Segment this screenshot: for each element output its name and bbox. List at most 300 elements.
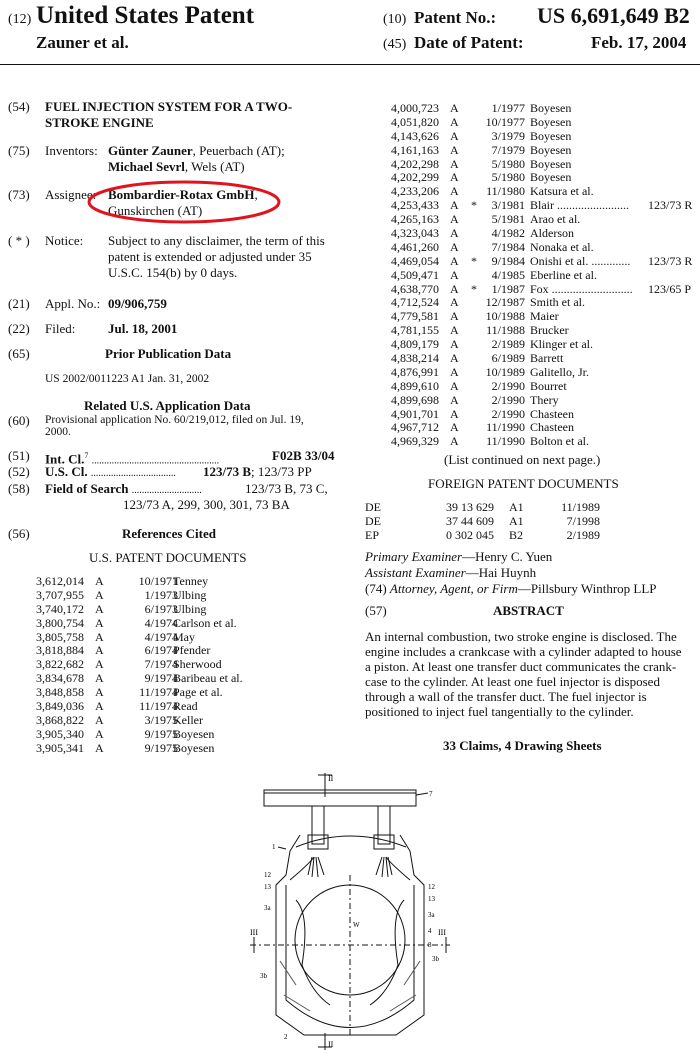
ref-number: 4,000,723 [391, 101, 439, 115]
ref-examiner-star: * [471, 198, 477, 213]
uscl-code: (52) [8, 464, 30, 479]
ref-name: Fox ........................... [530, 281, 633, 296]
ref-date: 10/1977 [485, 114, 525, 129]
ref-date: 10/1971 [138, 574, 178, 588]
ref-number: 3,905,341 [36, 740, 84, 755]
us-reference-row [391, 365, 696, 379]
date-code: (45) [383, 37, 407, 52]
ref-name: Chasteen [530, 420, 574, 435]
uscl-value: 123/73 B; 123/73 PP [203, 464, 312, 479]
us-reference-row [391, 170, 696, 184]
us-reference-row [391, 268, 696, 282]
ref-number: 4,469,054 [391, 253, 439, 268]
ref-number: 3,905,340 [36, 726, 84, 741]
us-reference-row [391, 309, 696, 323]
ref-number: 3,834,678 [36, 671, 84, 686]
us-reference-row [36, 671, 346, 685]
intcl-value: F02B 33/04 [272, 448, 335, 463]
ref-name: Sherwood [173, 657, 222, 672]
intcl-row: Int. Cl.$^7$ ................................................... [45, 451, 220, 467]
section-label-left: III [250, 928, 258, 937]
foreign-documents-title: FOREIGN PATENT DOCUMENTS [428, 476, 619, 491]
ref-number: 4,901,701 [391, 406, 439, 421]
ref-kind: A [450, 406, 459, 421]
assignee-label: Assignee: [45, 187, 97, 202]
ref-number: 4,233,206 [391, 184, 439, 199]
us-reference-row [36, 588, 346, 602]
ref-number: 3,818,884 [36, 643, 84, 658]
ref-date: 5/1980 [491, 156, 525, 171]
ref-name: Boyesen [530, 128, 572, 143]
ref-kind: A [450, 170, 459, 185]
ref-date: 10/1988 [485, 309, 525, 324]
ref-name: Ulbing [173, 601, 207, 616]
ref-name: Boyesen [173, 740, 215, 755]
us-reference-row [391, 254, 696, 268]
ref-name: Boyesen [530, 142, 572, 157]
us-documents-title: U.S. PATENT DOCUMENTS [89, 550, 247, 565]
ref-name: Smith et al. [530, 295, 585, 310]
ref-kind: A [450, 142, 459, 157]
us-reference-row [391, 143, 696, 157]
filed-label: Filed: [45, 321, 76, 336]
ref-number: 4,809,179 [391, 337, 439, 352]
ref-date: 9/1975 [144, 740, 178, 755]
ref-kind: A [450, 364, 459, 379]
ref-examiner-star: * [471, 253, 477, 268]
us-reference-row [391, 420, 696, 434]
ref-number: 3,848,858 [36, 685, 84, 700]
ref-numeral-1: 1 [272, 843, 276, 851]
ref-kind: B2 [509, 527, 524, 542]
us-reference-row [391, 157, 696, 171]
us-reference-row [391, 101, 696, 115]
ref-kind: A [95, 601, 104, 616]
ref-date: 7/1974 [144, 657, 178, 672]
ref-date: 2/1989 [566, 527, 600, 542]
ref-date: 3/1979 [491, 128, 525, 143]
related-code: (60) [8, 413, 30, 428]
ref-country: DE [365, 500, 381, 514]
ref-name: May [173, 629, 195, 644]
ref-label-w: W [353, 921, 360, 929]
us-reference-row [36, 643, 346, 657]
ref-date: 3/1981 [491, 198, 525, 213]
ref-number: 37 44 609 [446, 513, 494, 528]
ref-kind: A [450, 434, 459, 449]
ref-name: Boyesen [530, 170, 572, 185]
ref-numeral-3a: 3a [428, 911, 435, 919]
ref-kind: A [450, 309, 459, 324]
ref-kind: A [95, 657, 104, 672]
ref-numeral-8: 8 [428, 941, 432, 949]
us-refs-left-list [36, 574, 346, 755]
ref-name: Katsura et al. [530, 184, 594, 199]
appl-number: 09/906,759 [108, 296, 167, 311]
assignee-highlight-ellipse [86, 178, 282, 226]
ref-numeral-2: 2 [284, 1033, 288, 1041]
ref-numeral-12-right: 12 [428, 883, 435, 891]
related-line-1: Provisional application No. 60/219,012, filed on Jul. 19, [45, 414, 304, 426]
ref-date: 2/1990 [491, 378, 525, 393]
notice-code: ( * ) [8, 233, 30, 248]
ref-name: Eberline et al. [530, 267, 597, 282]
title-code: (54) [8, 99, 30, 114]
appl-code: (21) [8, 296, 30, 311]
ref-kind: A [450, 101, 459, 115]
ref-kind: A [95, 587, 104, 602]
ref-number: 39 13 629 [446, 500, 494, 514]
ref-number: 4,967,712 [391, 420, 439, 435]
ref-kind: A [450, 239, 459, 254]
attorney: (74) Attorney, Agent, or Firm—Pillsbury Winthrop LLP [365, 581, 657, 596]
us-reference-row [36, 727, 346, 741]
field-code: (58) [8, 481, 30, 496]
header-rule [0, 64, 700, 65]
ref-number: 4,051,820 [391, 114, 439, 129]
ref-class: 123/73 R [648, 253, 693, 268]
ref-kind: A1 [509, 513, 524, 528]
ref-name: Brucker [530, 323, 569, 338]
us-reference-row [391, 393, 696, 407]
us-reference-row [391, 129, 696, 143]
patent-number: US 6,691,649 B2 [537, 3, 690, 28]
ref-number: 4,323,043 [391, 226, 439, 241]
ref-name: Read [173, 699, 198, 714]
ref-date: 11/1990 [486, 420, 525, 435]
us-reference-row [36, 741, 346, 755]
ref-name: Onishi et al. ............. [530, 253, 631, 268]
ref-numeral-3b-right: 3b [432, 955, 439, 963]
ref-date: 11/1974 [139, 685, 178, 700]
ref-date: 6/1974 [144, 643, 178, 658]
ref-number: 3,868,822 [36, 712, 84, 727]
ref-kind: A [95, 671, 104, 686]
us-reference-row [391, 198, 696, 212]
inventor-2: Michael Sevrl, Wels (AT) [108, 159, 245, 174]
us-reference-row [36, 699, 346, 713]
ref-date: 9/1975 [144, 726, 178, 741]
ref-date: 2/1989 [491, 337, 525, 352]
ref-kind: A1 [509, 500, 524, 514]
ref-number: 4,838,214 [391, 351, 439, 366]
notice-line-3: U.S.C. 154(b) by 0 days. [108, 265, 238, 280]
foreign-reference-row [365, 514, 685, 528]
ref-name: Keller [173, 712, 203, 727]
ref-date: 3/1975 [144, 712, 178, 727]
us-reference-row [36, 685, 346, 699]
section-label-bottom: II [328, 1040, 334, 1049]
ref-date: 2/1990 [491, 392, 525, 407]
ref-number: 4,899,698 [391, 392, 439, 407]
abstract-line: a piston. At least one transfer duct communicates the crank- [365, 659, 677, 674]
assignee-code: (73) [8, 187, 30, 202]
ref-date: 7/1984 [491, 239, 525, 254]
ref-kind: A [450, 267, 459, 282]
ref-kind: A [95, 643, 104, 658]
ref-date: 12/1987 [485, 295, 525, 310]
ref-country: DE [365, 513, 381, 528]
us-reference-row [391, 282, 696, 296]
ref-name: Boyesen [530, 114, 572, 129]
us-reference-row [36, 657, 346, 671]
ref-kind: A [450, 156, 459, 171]
uscl-row: U.S. Cl. .................................. [45, 464, 176, 479]
field-line-1: 123/73 B, 73 C, [245, 481, 328, 496]
ref-name: Boyesen [530, 101, 572, 115]
ref-kind: A [95, 685, 104, 700]
field-row: Field of Search ............................ [45, 481, 202, 496]
ref-numeral-13: 13 [264, 883, 271, 891]
abstract-line: case to the cylinder. At least one fuel injector is disposed [365, 674, 660, 689]
section-label-right: III [438, 928, 446, 937]
ref-kind: A [450, 226, 459, 241]
ref-name: Ulbing [173, 587, 207, 602]
ref-number: 4,712,524 [391, 295, 439, 310]
abstract-line: An internal combustion, two stroke engine is disclosed. The [365, 629, 677, 644]
patent-no-label: Patent No.: [414, 8, 497, 27]
inventors-label: Inventors: [45, 143, 98, 158]
ref-kind: A [95, 712, 104, 727]
ref-number: 3,822,682 [36, 657, 84, 672]
ref-name: Tenney [173, 574, 209, 588]
claims-summary: 33 Claims, 4 Drawing Sheets [443, 738, 602, 753]
inventors-code: (75) [8, 143, 30, 158]
ref-date: 4/1974 [144, 629, 178, 644]
primary-examiner: Primary Examiner—Henry C. Yuen [365, 549, 553, 564]
us-reference-row [391, 226, 696, 240]
ref-kind: A [450, 128, 459, 143]
ref-number: 3,800,754 [36, 615, 84, 630]
inventors-short: Zauner et al. [36, 33, 129, 52]
notice-line-2: patent is extended or adjusted under 35 [108, 249, 312, 264]
us-reference-row [36, 713, 346, 727]
ref-name: Carlson et al. [173, 615, 237, 630]
ref-number: 3,805,758 [36, 629, 84, 644]
us-reference-row [391, 351, 696, 365]
kind-code: (12) [8, 12, 32, 27]
ref-number: 4,202,299 [391, 170, 439, 185]
ref-numeral-3a-left: 3a [264, 904, 271, 912]
us-reference-row [36, 574, 346, 588]
ref-kind: A [95, 699, 104, 714]
foreign-refs-list [365, 500, 685, 542]
ref-name: Blair ........................ [530, 198, 629, 213]
ref-number: 4,781,155 [391, 323, 439, 338]
ref-number: 4,265,163 [391, 212, 439, 227]
notice-label: Notice: [45, 233, 84, 248]
ref-name: Alderson [530, 226, 574, 241]
ref-date: 11/1988 [486, 323, 525, 338]
ref-date: 4/1982 [491, 226, 525, 241]
us-reference-row [391, 115, 696, 129]
appl-label: Appl. No.: [45, 296, 101, 311]
engine-cross-section-drawing [250, 765, 450, 1050]
references-cited-title: References Cited [122, 526, 216, 541]
us-reference-row [391, 184, 696, 198]
ref-name: Galitello, Jr. [530, 364, 589, 379]
ref-kind: A [95, 629, 104, 644]
ref-kind: A [450, 114, 459, 129]
ref-number: 0 302 045 [446, 527, 494, 542]
us-reference-row [36, 630, 346, 644]
foreign-reference-row [365, 528, 685, 542]
ref-date: 9/1974 [144, 671, 178, 686]
ref-number: 3,740,172 [36, 601, 84, 616]
ref-name: Klinger et al. [530, 337, 593, 352]
ref-name: Thery [530, 392, 559, 407]
ref-name: Maier [530, 309, 559, 324]
abstract-code: (57) [365, 603, 387, 618]
ref-class: 123/65 P [648, 281, 692, 296]
ref-kind: A [95, 726, 104, 741]
prior-publication-title: Prior Publication Data [105, 346, 232, 361]
patent-heading: United States Patent [36, 2, 255, 29]
ref-name: Boyesen [173, 726, 215, 741]
us-reference-row [391, 434, 696, 448]
ref-number: 4,638,770 [391, 281, 439, 296]
us-reference-row [391, 379, 696, 393]
us-reference-row [391, 212, 696, 226]
abstract-title: ABSTRACT [493, 603, 564, 618]
refs-code: (56) [8, 526, 30, 541]
ref-numeral-13-right: 13 [428, 895, 435, 903]
abstract-line: engine includes a crankcase with a cylinder adapted to house [365, 644, 682, 659]
abstract-line: positioned to inject fuel tangentially to the cylinder. [365, 704, 634, 719]
ref-number: 4,969,329 [391, 434, 439, 449]
ref-number: 4,461,260 [391, 239, 439, 254]
us-reference-row [36, 616, 346, 630]
filed-code: (22) [8, 321, 30, 336]
ref-numeral-7: 7 [429, 790, 433, 798]
ref-name: Boyesen [530, 156, 572, 171]
ref-kind: A [450, 420, 459, 435]
ref-name: Bourret [530, 378, 567, 393]
date-label: Date of Patent: [414, 33, 524, 52]
ref-name: Page et al. [173, 685, 223, 700]
title-line-1: FUEL INJECTION SYSTEM FOR A TWO- [45, 99, 293, 114]
abstract-line: through a wall of the transfer duct. The fuel injector is [365, 689, 647, 704]
ref-kind: A [95, 574, 104, 588]
ref-date: 9/1984 [491, 253, 525, 268]
assistant-examiner: Assistant Examiner—Hai Huynh [365, 565, 537, 580]
us-reference-row [391, 295, 696, 309]
prior-publication-entry: US 2002/0011223 A1 Jan. 31, 2002 [45, 373, 210, 385]
ref-kind: A [95, 615, 104, 630]
ref-date: 6/1989 [491, 351, 525, 366]
foreign-reference-row [365, 500, 685, 514]
ref-kind: A [450, 198, 459, 213]
list-continued: (List continued on next page.) [444, 452, 601, 467]
ref-date: 5/1981 [491, 212, 525, 227]
assignee-name: Bombardier-Rotax GmbH, [108, 187, 258, 202]
ref-date: 6/1973 [144, 601, 178, 616]
ref-number: 4,202,298 [391, 156, 439, 171]
ref-kind: A [450, 253, 459, 268]
ref-number: 4,876,991 [391, 364, 439, 379]
us-refs-right-list [391, 101, 696, 448]
ref-kind: A [450, 295, 459, 310]
filed-date: Jul. 18, 2001 [108, 321, 178, 336]
ref-examiner-star: * [471, 281, 477, 296]
related-line-2: 2000. [45, 426, 71, 438]
abstract-body [365, 629, 695, 719]
ref-date: 7/1979 [491, 142, 525, 157]
section-label-top: II [328, 774, 334, 783]
ref-class: 123/73 R [648, 198, 693, 213]
ref-kind: A [450, 212, 459, 227]
ref-country: EP [365, 527, 380, 542]
ref-kind: A [450, 378, 459, 393]
ref-numeral-12: 12 [264, 871, 271, 879]
ref-date: 2/1990 [491, 406, 525, 421]
ref-number: 4,161,163 [391, 142, 439, 157]
intcl-code: (51) [8, 448, 30, 463]
notice-line-1: Subject to any disclaimer, the term of this [108, 233, 325, 248]
ref-date: 5/1980 [491, 170, 525, 185]
us-reference-row [391, 337, 696, 351]
ref-name: Bolton et al. [530, 434, 589, 449]
ref-name: Chasteen [530, 406, 574, 421]
ref-date: 4/1985 [491, 267, 525, 282]
ref-name: Pfender [173, 643, 211, 658]
ref-date: 4/1974 [144, 615, 178, 630]
ref-number: 3,849,036 [36, 699, 84, 714]
ref-date: 11/1990 [486, 434, 525, 449]
related-data-title: Related U.S. Application Data [84, 398, 251, 413]
ref-numeral-3b-left: 3b [260, 972, 267, 980]
ref-name: Arao et al. [530, 212, 581, 227]
ref-number: 4,899,610 [391, 378, 439, 393]
prior-code: (65) [8, 346, 30, 361]
ref-date: 11/1980 [486, 184, 525, 199]
assignee-location: Gunskirchen (AT) [108, 203, 203, 218]
ref-date: 11/1974 [139, 699, 178, 714]
ref-date: 11/1989 [561, 500, 600, 514]
ref-date: 10/1989 [485, 364, 525, 379]
ref-number: 3,707,955 [36, 587, 84, 602]
inventor-1: Günter Zauner, Peuerbach (AT); [108, 143, 285, 158]
ref-number: 4,143,626 [391, 128, 439, 143]
patent-date: Feb. 17, 2004 [591, 33, 687, 52]
ref-kind: A [450, 392, 459, 407]
ref-date: 7/1998 [566, 513, 600, 528]
ref-name: Barrett [530, 351, 564, 366]
ref-kind: A [450, 281, 459, 296]
ref-numeral-4: 4 [428, 927, 432, 935]
title-line-2: STROKE ENGINE [45, 115, 154, 130]
field-line-2: 123/73 A, 299, 300, 301, 73 BA [123, 497, 290, 512]
ref-kind: A [450, 184, 459, 199]
ref-kind: A [450, 337, 459, 352]
ref-name: Baribeau et al. [173, 671, 243, 686]
us-reference-row [391, 240, 696, 254]
ref-date: 1/1987 [491, 281, 525, 296]
patent-no-code: (10) [383, 12, 407, 27]
ref-number: 4,253,433 [391, 198, 439, 213]
ref-number: 4,779,581 [391, 309, 439, 324]
us-reference-row [391, 323, 696, 337]
ref-kind: A [450, 323, 459, 338]
ref-number: 4,509,471 [391, 267, 439, 282]
ref-date: 1/1973 [144, 587, 178, 602]
ref-kind: A [450, 351, 459, 366]
us-reference-row [36, 602, 346, 616]
ref-date: 1/1977 [491, 101, 525, 115]
us-reference-row [391, 407, 696, 421]
ref-name: Nonaka et al. [530, 239, 594, 254]
ref-number: 3,612,014 [36, 574, 84, 588]
